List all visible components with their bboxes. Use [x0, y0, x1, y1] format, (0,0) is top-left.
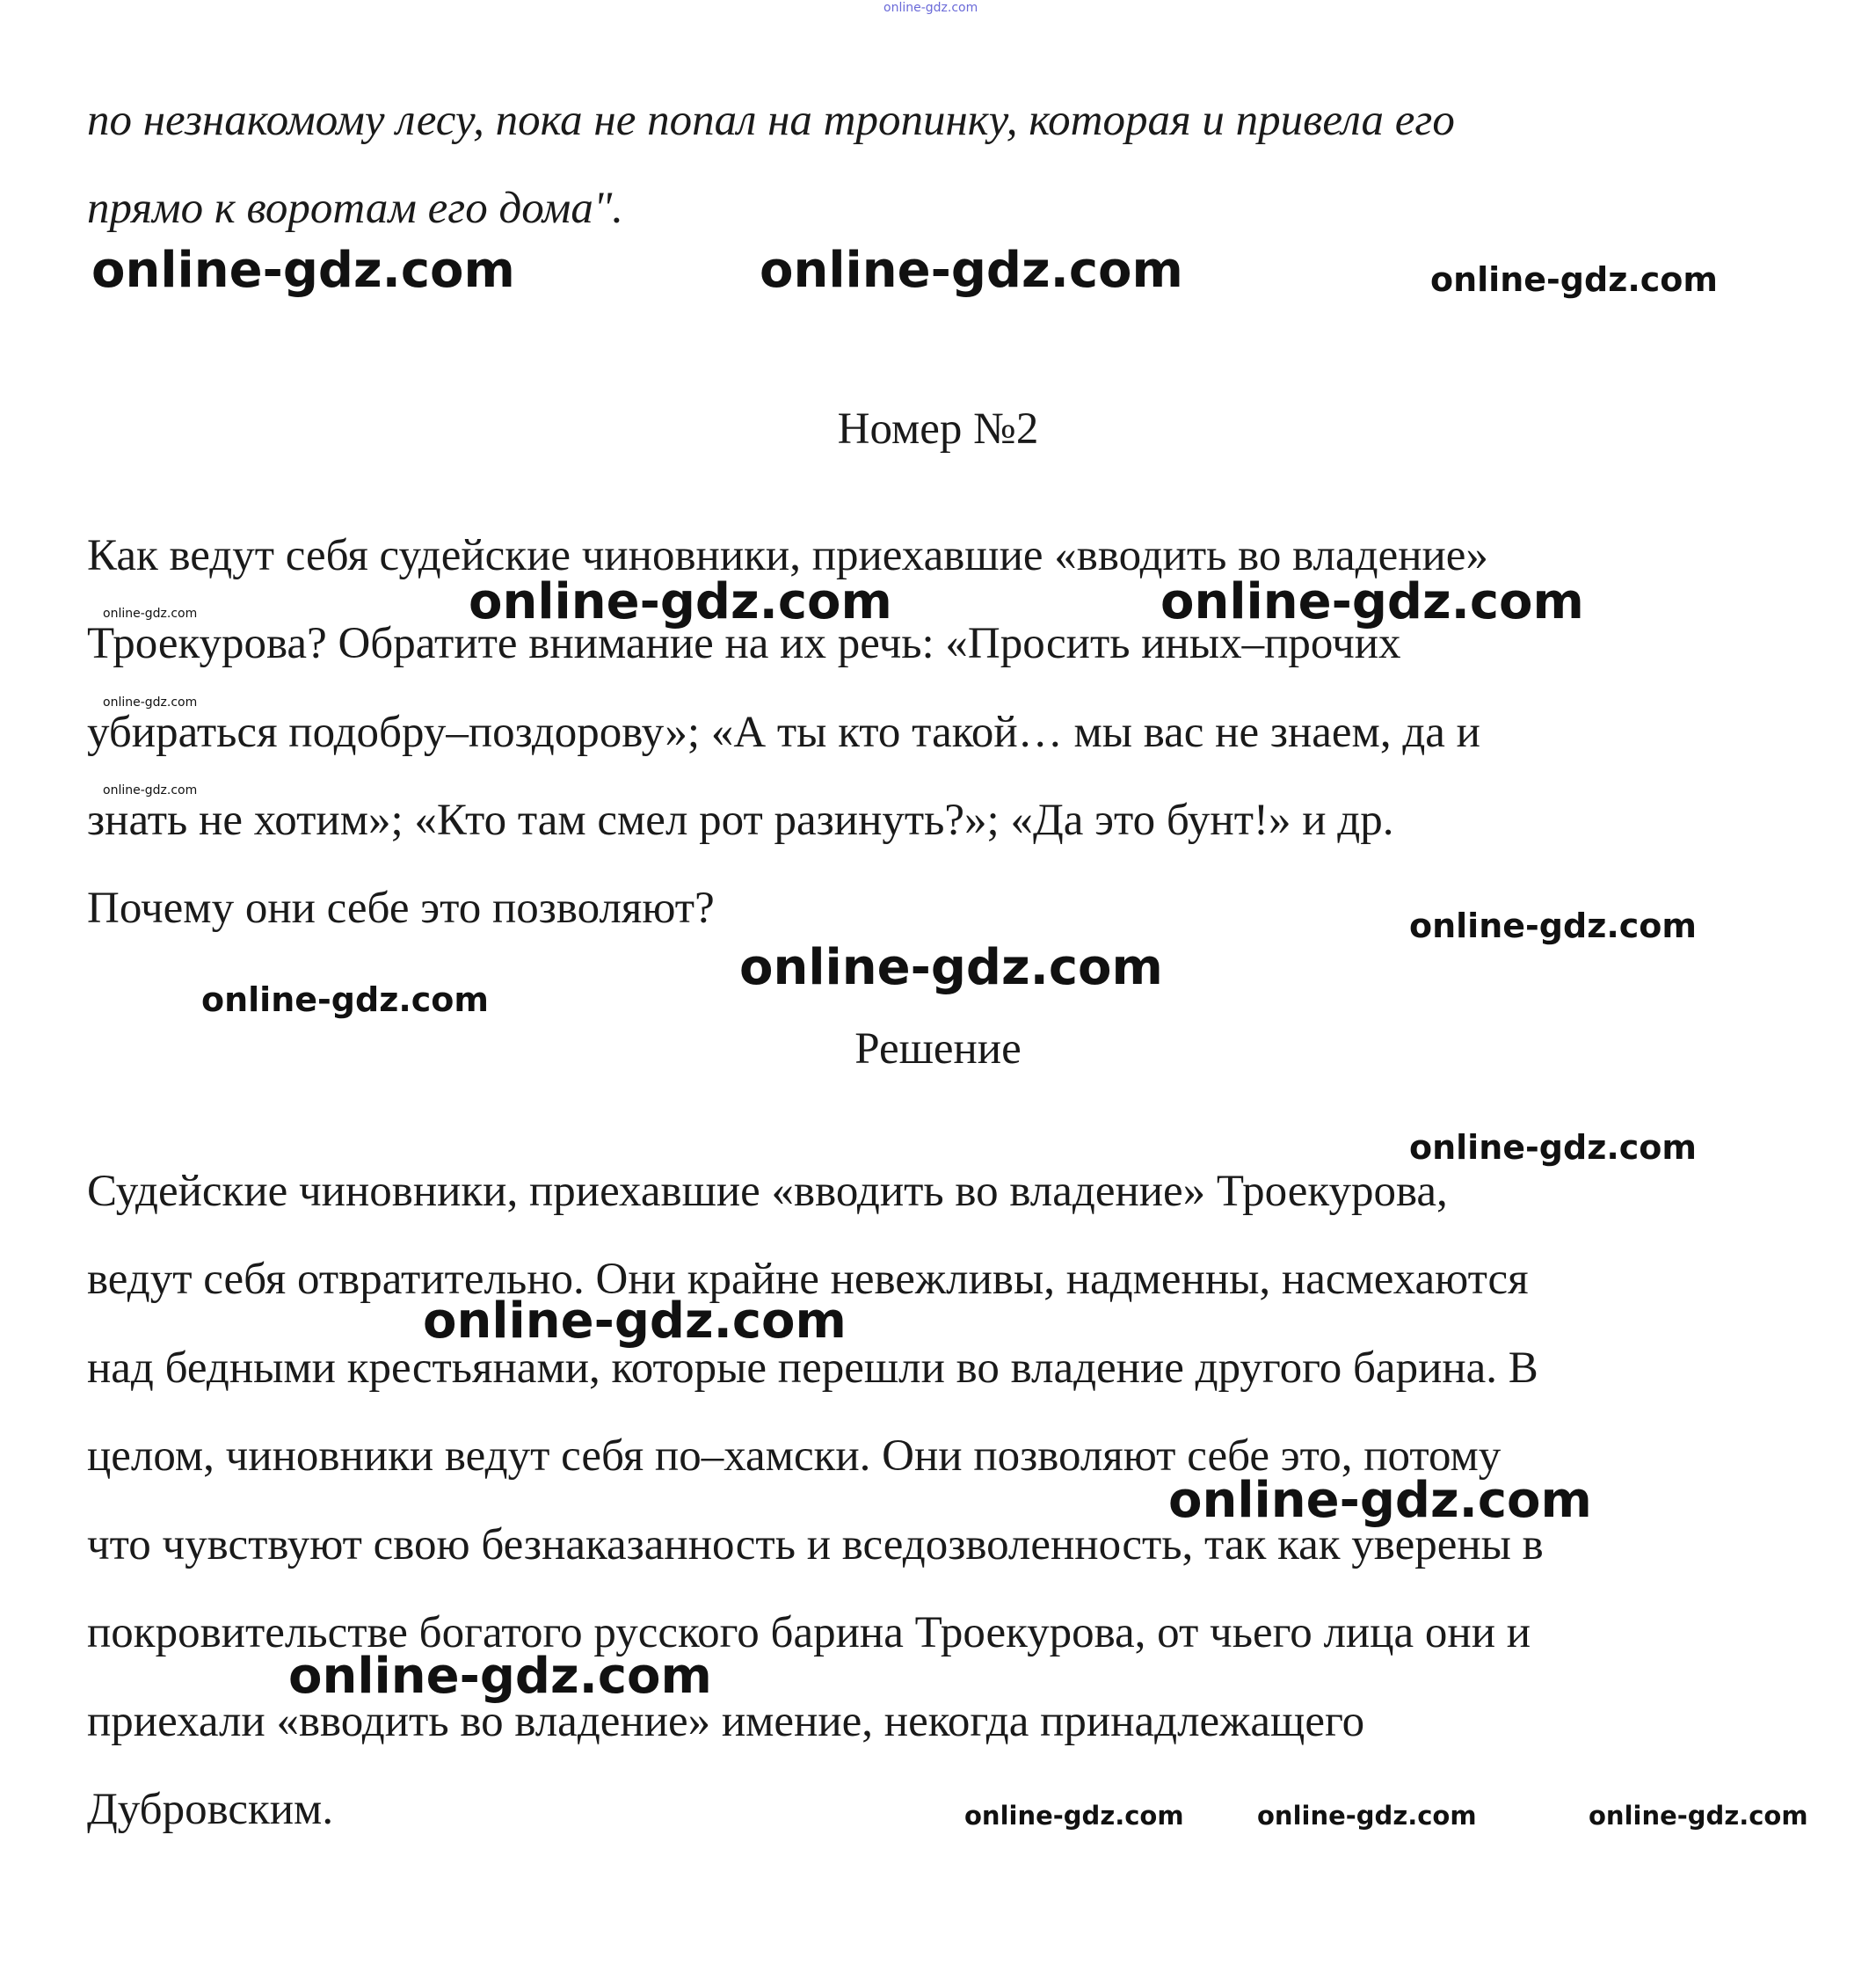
answer-line-4: целом, чиновники ведут себя по–хамски. Они позволяют себе это, потому	[87, 1431, 1502, 1481]
watermark: online-gdz.com	[103, 607, 198, 621]
watermark: online-gdz.com	[1168, 1472, 1592, 1529]
answer-line-8: Дубровским.	[87, 1785, 334, 1834]
watermark: online-gdz.com	[103, 783, 198, 797]
intro-line-2: прямо к воротам его дома".	[87, 184, 624, 233]
watermark: online-gdz.com	[739, 939, 1163, 996]
solution-title: Решение	[854, 1024, 1022, 1074]
watermark: online-gdz.com	[201, 980, 489, 1019]
watermark: online-gdz.com	[423, 1292, 847, 1350]
watermark: online-gdz.com	[91, 242, 515, 299]
watermark: online-gdz.com	[1589, 1801, 1808, 1831]
top-watermark: online-gdz.com	[883, 1, 978, 15]
question-line-5: Почему они себе это позволяют?	[87, 884, 715, 933]
question-line-4: знать не хотим»; «Кто там смел рот разинуть?»; «Да это бунт!» и др.	[87, 796, 1394, 845]
watermark: online-gdz.com	[103, 695, 198, 710]
intro-line-1: по незнакомому лесу, пока не попал на тропинку, которая и привела его	[87, 96, 1455, 145]
answer-line-7: приехали «вводить во владение» имение, некогда принадлежащего	[87, 1697, 1365, 1746]
watermark: online-gdz.com	[964, 1801, 1184, 1831]
watermark: online-gdz.com	[1409, 907, 1697, 945]
watermark: online-gdz.com	[1160, 573, 1584, 630]
question-line-2: Троекурова? Обратите внимание на их речь: «Просить иных–прочих	[87, 619, 1401, 668]
answer-line-2: ведут себя отвратительно. Они крайне невежливы, надменны, насмехаются	[87, 1255, 1529, 1304]
answer-line-3: над бедными крестьянами, которые перешли во владение другого барина. В	[87, 1343, 1538, 1393]
answer-line-1: Судейские чиновники, приехавшие «вводить во владение» Троекурова,	[87, 1167, 1448, 1216]
answer-line-5: что чувствуют свою безнаказанность и вседозволенность, так как уверены в	[87, 1520, 1544, 1569]
watermark: online-gdz.com	[1409, 1128, 1697, 1167]
watermark: online-gdz.com	[288, 1648, 712, 1705]
question-line-3: убираться подобру–поздорову»; «А ты кто такой… мы вас не знаем, да и	[87, 708, 1480, 757]
watermark: online-gdz.com	[1257, 1801, 1477, 1831]
answer-line-6: покровительстве богатого русского барина Троекурова, от чьего лица они и	[87, 1608, 1531, 1657]
watermark: online-gdz.com	[469, 573, 892, 630]
question-line-1: Как ведут себя судейские чиновники, приехавшие «вводить во владение»	[87, 531, 1488, 580]
watermark: online-gdz.com	[1430, 260, 1718, 299]
watermark: online-gdz.com	[760, 242, 1183, 299]
section-title: Номер №2	[837, 404, 1039, 454]
